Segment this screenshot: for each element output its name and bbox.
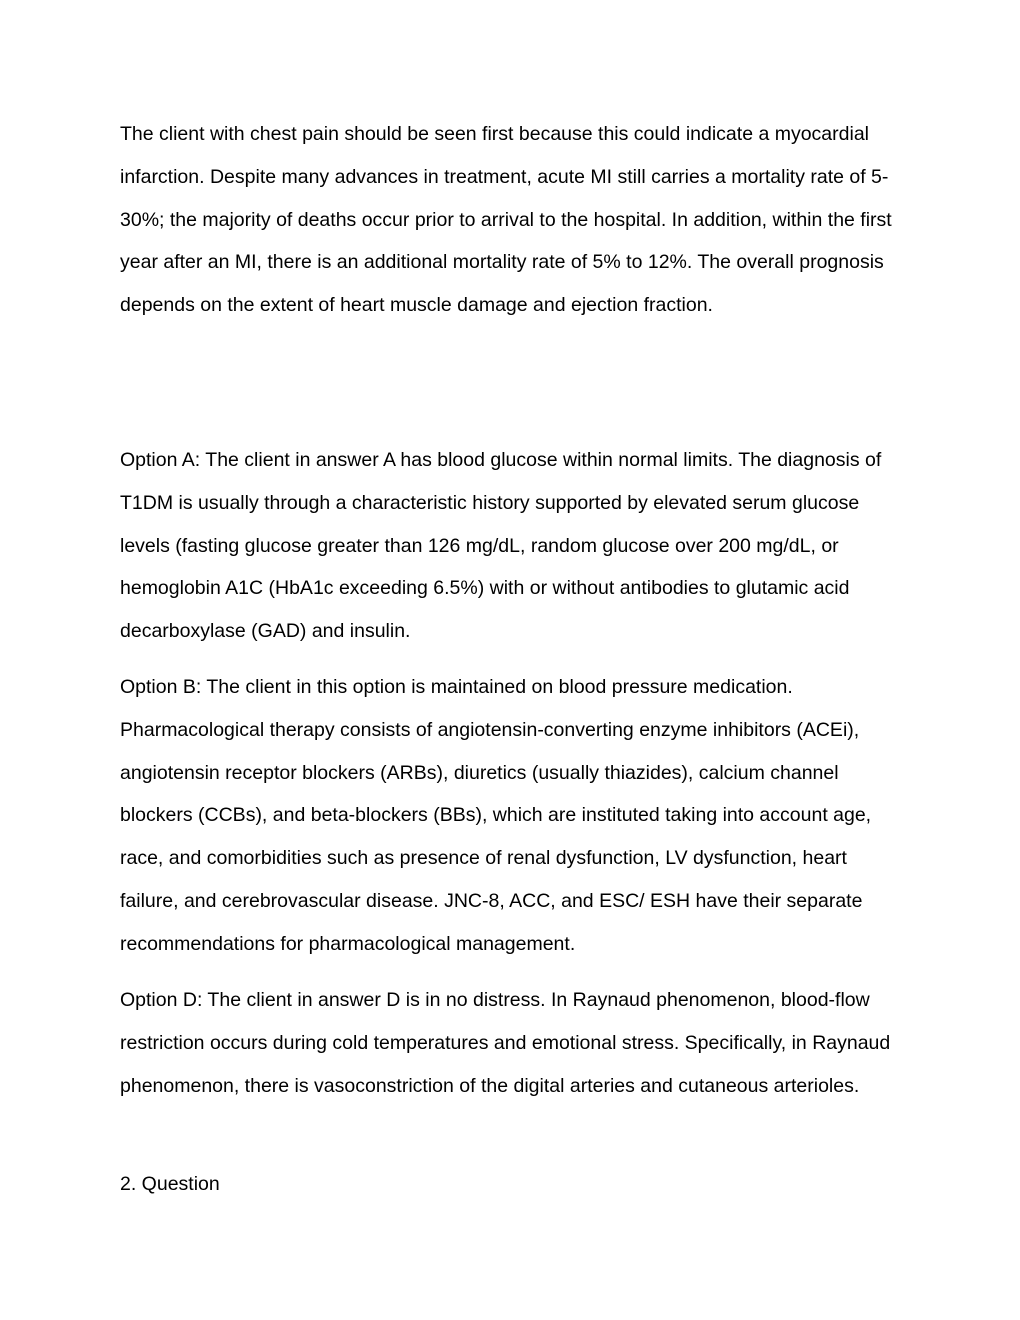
- paragraph-text: Option D: The client in answer D is in no distress. In Raynaud phenomenon, blood-flow restriction occurs during cold temperatures and emotional stress. Specifically, in Raynaud phenomenon, there is vasoconstriction of the digital arteries and cutaneous arterioles.: [120, 989, 891, 1097]
- paragraph-text: Option A: The client in answer A has blood glucose within normal limits. The diagnosis of T1DM is usually through a characteristic history supported by elevated serum glucose levels (fasting glucose greater than 126 mg/dL, random glucose over 200 mg/dL, or hemoglobin A1C (HbA1c exceeding 6.5%) with or without antibodies to glutamic acid decarboxylase (GAD) and insulin.: [120, 449, 882, 643]
- paragraph-option-d: [120, 979, 910, 1107]
- paragraph-text: Option B: The client in this option is maintained on blood pressure medication. Pharmacological therapy consists of angiotensin-converting enzyme inhibitors (ACEi), angiotensin receptor blockers (ARBs), diuretics (usually thiazides), calcium channel blockers (CCBs), and beta-blockers (BBs), which are instituted taking into account age, race, and comorbidities such as presence of renal dysfunction, LV dysfunction, heart failure, and cerebrovascular disease. JNC-8, ACC, and ESC/ ESH have their separate recommendations for pharmacological management.: [120, 676, 872, 955]
- paragraph-option-b: [120, 666, 910, 966]
- paragraph-text: The client with chest pain should be seen first because this could indicate a myocardial infarction. Despite many advances in treatment, acute MI still carries a mortality rate of 5-30%; the majority of deaths occur prior to arrival to the hospital. In addition, within the first year after an MI, there is an additional mortality rate of 5% to 12%. The overall prognosis depends on the extent of heart muscle damage and ejection fraction.: [120, 123, 892, 317]
- paragraph-option-a: [120, 439, 910, 653]
- paragraph-chest-pain-rationale: [120, 113, 910, 327]
- question-heading: [120, 1163, 910, 1206]
- question-label: 2. Question: [120, 1173, 220, 1195]
